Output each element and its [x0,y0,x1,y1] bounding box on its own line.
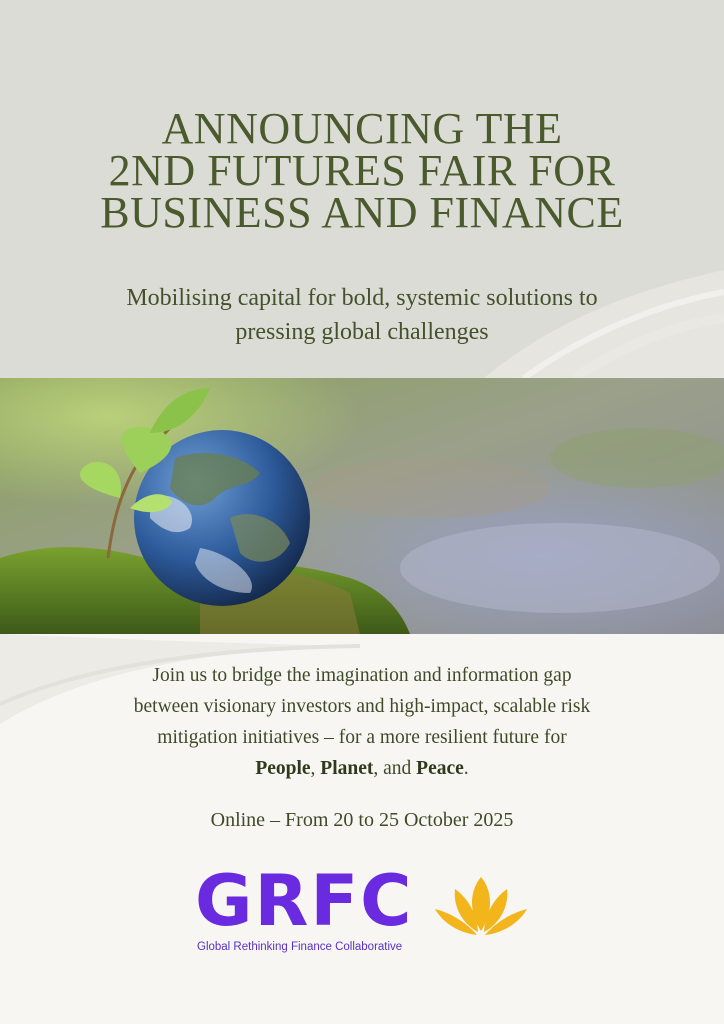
period: . [463,758,469,779]
subtitle-line: Mobilising capital for bold, systemic solutions to [126,285,598,311]
subtitle [40,281,684,349]
invitation-line: between visionary investors and high-impact, scalable risk [133,696,591,717]
people-label: People [255,758,311,779]
title-line: 2ND FUTURES FAIR FOR [108,146,616,195]
lotus-icon [433,875,529,939]
peace-label: Peace [416,758,464,779]
page-title [0,104,724,237]
logo-tagline: Global Rethinking Finance Collaborative [197,941,403,953]
header-section [0,0,724,378]
hero-image [0,378,724,634]
details-section [0,634,724,1024]
invitation-line [60,753,664,784]
event-dates: Online – From 20 to 25 October 2025 [210,809,514,831]
invitation-text [60,660,664,784]
title-line: BUSINESS AND FINANCE [100,188,624,237]
logo-wordmark: GRFC [195,860,414,942]
grfc-logo [195,860,535,959]
earth-globe-seedling-image [0,378,724,634]
separator: , and [373,758,417,779]
separator: , [310,758,321,779]
invitation-line: Join us to bridge the imagination and information gap [152,665,572,686]
invitation-line: mitigation initiatives – for a more resilient future for [157,727,567,748]
title-line: ANNOUNCING THE [161,104,563,153]
planet-label: Planet [320,758,374,779]
subtitle-line: pressing global challenges [235,319,489,345]
